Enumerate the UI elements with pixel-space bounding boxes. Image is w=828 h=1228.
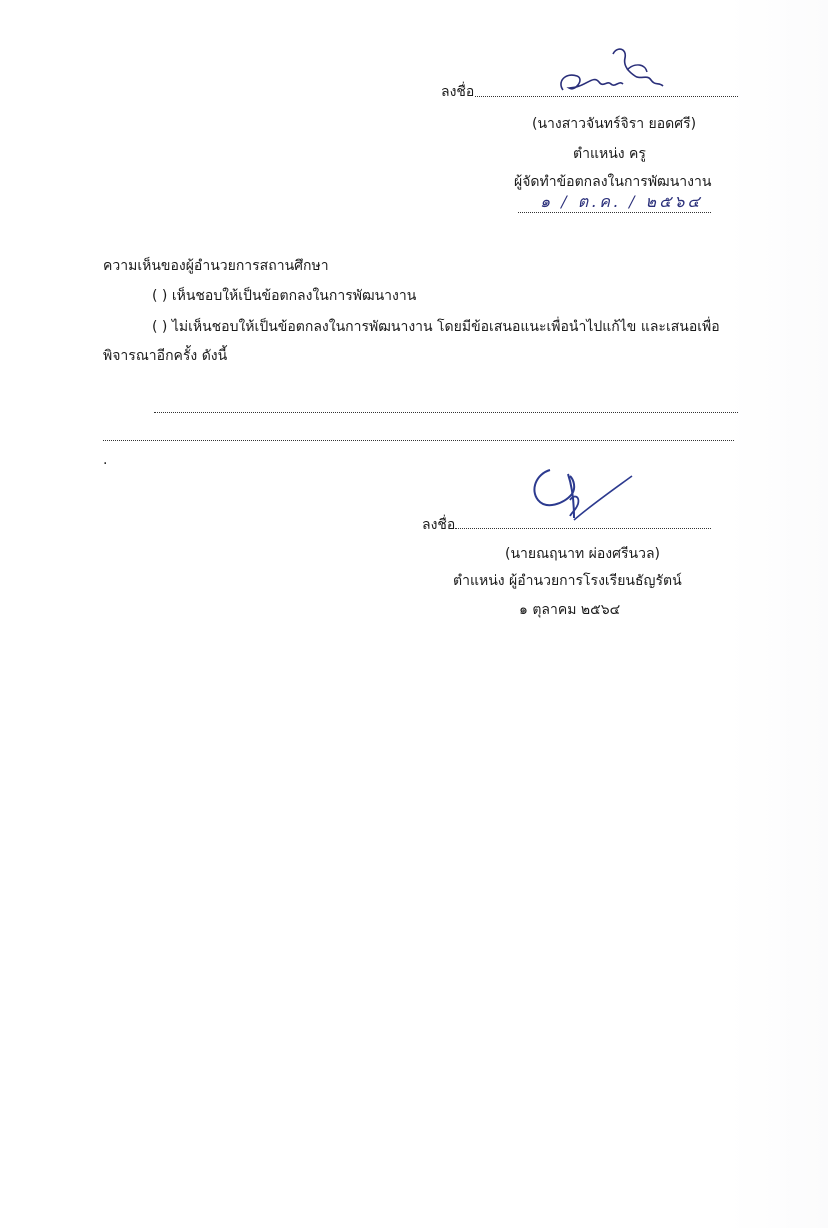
director-signature-image [528,460,638,530]
opinion-heading: ความเห็นของผู้อำนวยการสถานศึกษา [103,258,329,274]
stray-mark: . [103,452,108,468]
teacher-sign-label: ลงชื่อ [441,84,475,100]
option-disagree-line-1: ( ) ไม่เห็นชอบให้เป็นข้อตกลงในการพัฒนางาน โดยมีข้อเสนอแนะเพื่อนำไปแก้ไข และเสนอเพื่อ [152,319,720,335]
teacher-name: (นางสาวจันทร์จิรา ยอดศรี) [532,116,697,132]
comment-line-2 [103,440,734,441]
teacher-handwritten-date: ๑ / ต.ค. / ๒๕๖๔ [540,192,703,211]
teacher-signature-image [555,42,675,102]
option-disagree-line-2: พิจารณาอีกครั้ง ดังนี้ [103,348,228,364]
teacher-role: ผู้จัดทำข้อตกลงในการพัฒนางาน [514,174,712,190]
comment-line-1 [154,412,738,413]
teacher-position: ตำแหน่ง ครู [573,146,646,162]
director-position: ตำแหน่ง ผู้อำนวยการโรงเรียนธัญรัตน์ [453,573,682,589]
director-name: (นายณฤนาท ผ่องศรีนวล) [505,546,660,562]
option-agree: ( ) เห็นชอบให้เป็นข้อตกลงในการพัฒนางาน [152,288,417,304]
director-sign-label: ลงชื่อ [422,517,456,533]
director-date: ๑ ตุลาคม ๒๕๖๔ [519,602,621,618]
